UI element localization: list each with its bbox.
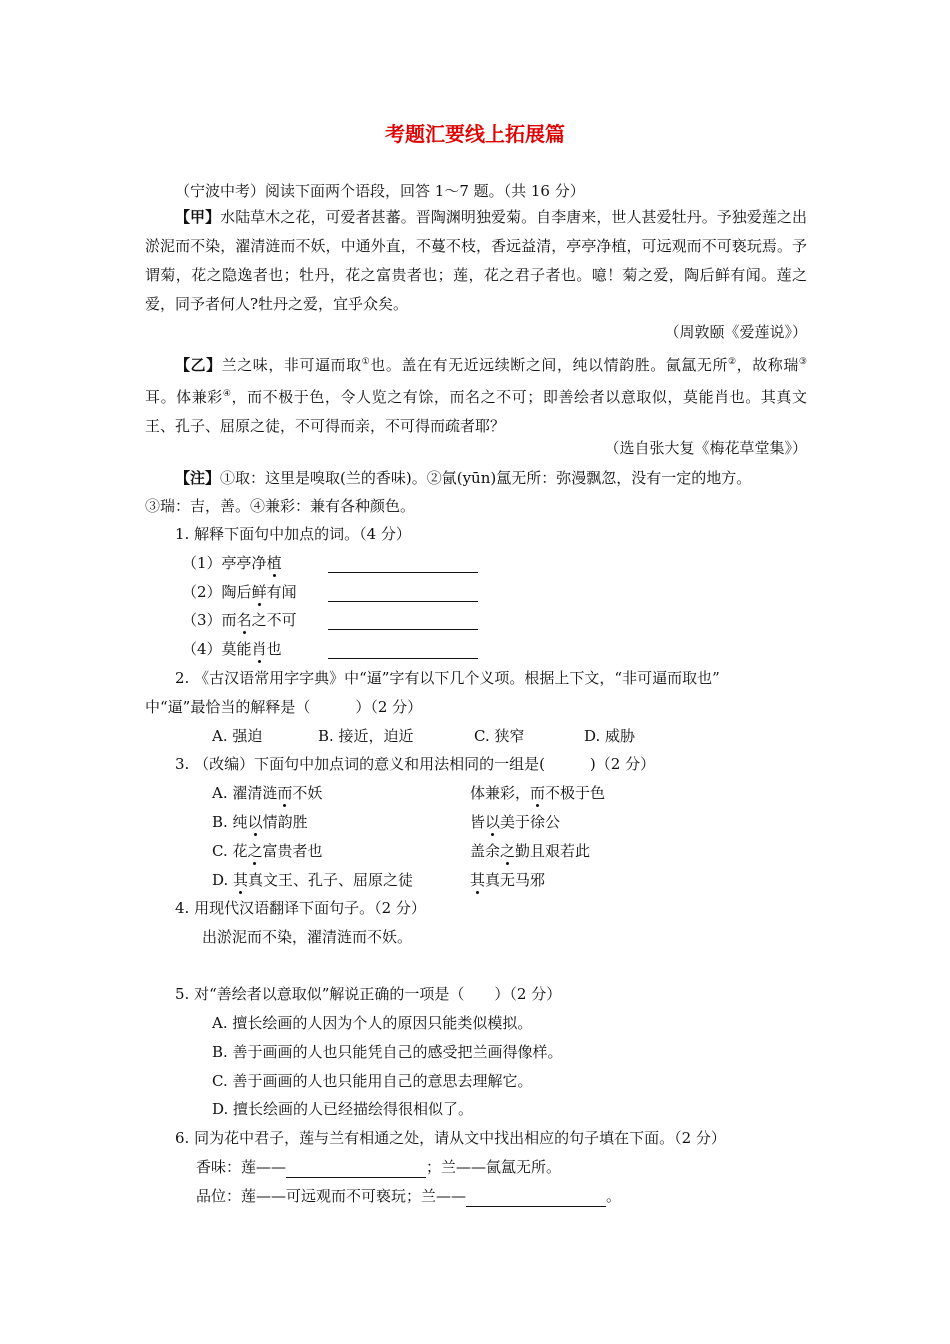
question-3-option-d-left[interactable] bbox=[212, 869, 413, 891]
question-6-stem: 6. 同为花中君子，莲与兰有相通之处，请从文中找出相应的句子填在下面。（2 分） bbox=[175, 1129, 726, 1147]
answer-blank[interactable] bbox=[286, 1161, 426, 1178]
question-1-item bbox=[182, 581, 297, 603]
dotted-word: 而 bbox=[277, 784, 293, 802]
answer-blank[interactable] bbox=[328, 556, 478, 573]
question-2-stem-line-2: 中“逼”最恰当的解释是（ ）（2 分） bbox=[145, 698, 423, 716]
item-text: 也 bbox=[266, 640, 282, 658]
dotted-word: 以 bbox=[485, 813, 501, 831]
option-text: D. bbox=[212, 871, 234, 889]
dotted-word: 其 bbox=[233, 871, 249, 889]
dotted-word: 之 bbox=[247, 842, 263, 860]
question-1-item bbox=[182, 552, 282, 574]
fill-text: ；兰——氤氲无所。 bbox=[426, 1158, 562, 1176]
option-text: 情韵胜 bbox=[262, 813, 308, 831]
passage-yi-text-e: ，而不极于色，令人览之有馀，而名之不可；即善绘者以意取似，莫能肖也。其真文王、孔子、屈原之徒，不可得而亲，不可得而疏者耶？ bbox=[145, 388, 807, 435]
passage-yi-source: （选自张大复《梅花草堂集》） bbox=[604, 439, 807, 457]
item-text: 陶后 bbox=[221, 583, 252, 601]
item-number: （3） bbox=[182, 611, 222, 629]
dotted-word: 以 bbox=[247, 813, 263, 831]
option-text: C. 花 bbox=[212, 842, 248, 860]
question-1-stem: 1. 解释下面句中加点的词。（4 分） bbox=[175, 525, 411, 543]
answer-blank[interactable] bbox=[328, 642, 478, 659]
passage-yi-text-a: 兰之味，非可逼而取 bbox=[221, 356, 362, 374]
dotted-word: 之 bbox=[500, 842, 516, 860]
passage-yi bbox=[145, 348, 807, 441]
option-text: 美于徐公 bbox=[500, 813, 561, 831]
question-3-option-a-left[interactable] bbox=[212, 782, 322, 804]
passage-yi-text-c: ，故称瑞 bbox=[736, 356, 799, 374]
answer-blank[interactable] bbox=[328, 613, 478, 630]
notes-line-2: ③瑞：吉，善。④兼彩：兼有各种颜色。 bbox=[145, 497, 416, 515]
notes-label: 【注】 bbox=[175, 469, 221, 487]
question-5-option-a[interactable]: A. 擅长绘画的人因为个人的原因只能类似模拟。 bbox=[212, 1014, 533, 1032]
passage-jia-source: （周敦颐《爱莲说》） bbox=[664, 323, 807, 341]
dotted-word: 肖 bbox=[251, 640, 267, 658]
option-text: 皆 bbox=[470, 813, 486, 831]
footnote-mark-3: ③ bbox=[798, 357, 807, 367]
intro-text: （宁波中考）阅读下面两个语段，回答 1～7 题。（共 16 分） bbox=[175, 182, 585, 200]
question-6-line-1 bbox=[196, 1156, 561, 1178]
option-text: 真无马邪 bbox=[485, 871, 546, 889]
passage-yi-text-b: 也。盖在有无近远续断之间，纯以情韵胜。氤氲无所 bbox=[370, 356, 729, 374]
item-number: （2） bbox=[182, 583, 222, 601]
option-text: 盖余 bbox=[470, 842, 501, 860]
question-3-option-d-right bbox=[470, 869, 545, 891]
answer-blank[interactable] bbox=[328, 585, 478, 602]
option-text: 不妖 bbox=[292, 784, 323, 802]
question-1-item bbox=[182, 609, 297, 631]
item-text: 而 bbox=[221, 611, 237, 629]
footnote-mark-2: ② bbox=[728, 357, 737, 367]
question-5-stem: 5. 对“善绘者以意取似”解说正确的一项是（ ）（2 分） bbox=[175, 985, 562, 1003]
question-3-option-b-right bbox=[470, 811, 560, 833]
item-text: 有闻 bbox=[266, 583, 297, 601]
option-text: 真文王、孔子、屈原之徒 bbox=[248, 871, 414, 889]
footnote-mark-1: ① bbox=[361, 357, 371, 367]
page-title: 考题汇要线上拓展篇 bbox=[385, 122, 565, 146]
dotted-word: 而 bbox=[530, 784, 546, 802]
passage-jia-label: 【甲】 bbox=[175, 208, 221, 226]
item-text: 之不可 bbox=[251, 611, 297, 629]
passage-jia-text: 水陆草木之花，可爱者甚蕃。晋陶渊明独爱菊。自李唐来，世人甚爱牡丹。予独爱莲之出淤泥而不染，濯清涟而不妖，中通外直，不蔓不枝，香远益清，亭亭净植，可远观而不可亵玩焉。予谓菊，花之隐逸者也；牡丹，花之富贵者也；莲，花之君子者也。噫！菊之爱，陶后鲜有闻。莲之爱，同予者何人?牡丹之爱，宜乎众矣。 bbox=[145, 208, 807, 313]
item-text: 亭亭净 bbox=[221, 554, 267, 572]
question-2-option-c[interactable]: C. 狭窄 bbox=[474, 727, 525, 745]
item-text: 莫能 bbox=[221, 640, 252, 658]
dotted-word: 其 bbox=[470, 871, 486, 889]
question-2-option-d[interactable]: D. 威胁 bbox=[584, 727, 636, 745]
item-number: （4） bbox=[182, 640, 222, 658]
fill-text: 。 bbox=[606, 1187, 622, 1205]
question-3-option-c-left[interactable] bbox=[212, 840, 323, 862]
dotted-word: 鲜 bbox=[251, 583, 267, 601]
question-1-item bbox=[182, 638, 282, 660]
question-3-option-b-left[interactable] bbox=[212, 811, 308, 833]
dotted-word: 植 bbox=[266, 554, 282, 572]
question-5-option-b[interactable]: B. 善于画画的人也只能凭自己的感受把兰画得像样。 bbox=[212, 1043, 563, 1061]
fill-label: 品位：莲——可远观而不可亵玩；兰—— bbox=[196, 1187, 467, 1205]
footnote-mark-4: ④ bbox=[222, 389, 232, 399]
option-text: B. 纯 bbox=[212, 813, 248, 831]
item-number: （1） bbox=[182, 554, 222, 572]
question-2-stem-line-1: 2. 《古汉语常用字字典》中“逼”字有以下几个义项。根据上下文，“非可逼而取也” bbox=[175, 669, 720, 687]
option-text: 体兼彩， bbox=[470, 784, 531, 802]
passage-jia bbox=[145, 203, 807, 319]
question-3-stem: 3. （改编）下面句中加点词的意义和用法相同的一组是( )（2 分） bbox=[175, 755, 656, 773]
question-6-line-2 bbox=[196, 1185, 621, 1207]
option-text: 不极于色 bbox=[545, 784, 606, 802]
dotted-word: 名 bbox=[236, 611, 252, 629]
question-3-option-c-right bbox=[470, 840, 590, 862]
fill-label: 香味：莲—— bbox=[196, 1158, 287, 1176]
option-text: 富贵者也 bbox=[262, 842, 323, 860]
passage-yi-label: 【乙】 bbox=[175, 356, 222, 374]
option-text: A. 濯清涟 bbox=[212, 784, 278, 802]
notes-line-1 bbox=[175, 467, 751, 489]
answer-blank[interactable] bbox=[466, 1190, 606, 1207]
question-2-option-b[interactable]: B. 接近，迫近 bbox=[318, 727, 414, 745]
question-3-option-a-right bbox=[470, 782, 605, 804]
question-2-option-a[interactable]: A. 强迫 bbox=[212, 727, 263, 745]
passage-yi-text-d: 耳。体兼彩 bbox=[145, 388, 223, 406]
question-5-option-c[interactable]: C. 善于画画的人也只能用自己的意思去理解它。 bbox=[212, 1072, 533, 1090]
question-4-stem: 4. 用现代汉语翻译下面句子。（2 分） bbox=[175, 899, 426, 917]
question-5-option-d[interactable]: D. 擅长绘画的人已经描绘得很相似了。 bbox=[212, 1100, 474, 1118]
question-4-sentence: 出淤泥而不染，濯清涟而不妖。 bbox=[202, 928, 413, 946]
option-text: 勤且艰若此 bbox=[515, 842, 591, 860]
notes-text-1: ①取：这里是嗅取(兰的香味)。②氤(yūn)氲无所：弥漫飘忽，没有一定的地方。 bbox=[220, 469, 752, 487]
